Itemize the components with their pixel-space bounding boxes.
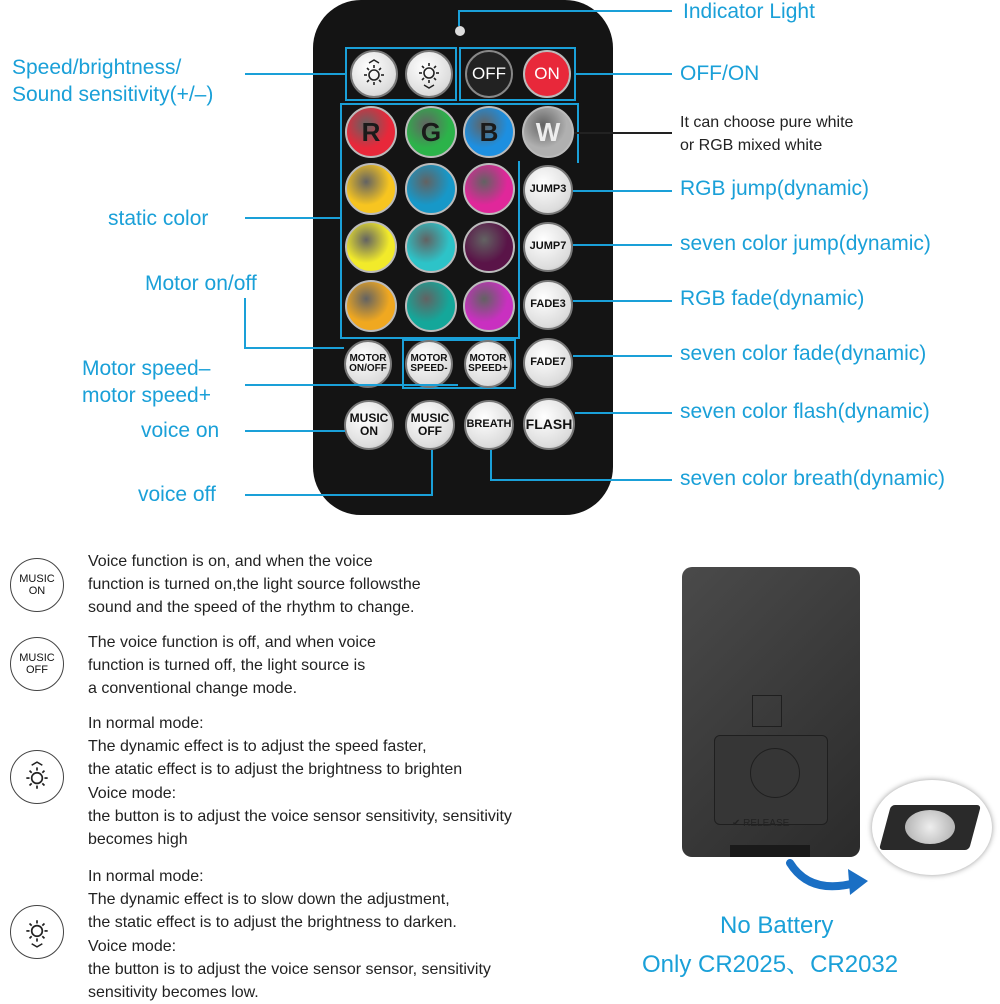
flash-line	[575, 412, 672, 414]
voice-off-line-v	[431, 450, 433, 495]
static-color-button[interactable]	[345, 221, 397, 273]
voice-on-line	[245, 430, 345, 432]
fade7-label: FADE7	[530, 356, 566, 369]
breath-line-h	[490, 479, 672, 481]
sun-up-icon	[359, 59, 389, 89]
brightness-up-icon	[10, 750, 64, 804]
blue-label: B	[479, 116, 499, 147]
jump7-button[interactable]	[523, 222, 573, 272]
speed-line	[245, 73, 345, 75]
off-button[interactable]	[465, 50, 513, 98]
flash-label: FLASH	[525, 415, 573, 432]
motor-onoff-label: MOTOR ON/OFF	[349, 352, 387, 374]
callout-pure-white-1: It can choose pure white	[680, 114, 854, 131]
static-color-button[interactable]	[463, 280, 515, 332]
callout-seven-jump: seven color jump(dynamic)	[680, 232, 931, 255]
desc-brightness-down: In normal mode: The dynamic effect is to slow down the adjustment, the static effect is to adjust the brightness to darken. Voice mode: the button is to adjust the voice sensor sensor, sensitivity sensitivity becomes low.	[88, 868, 491, 1001]
callout-pure-white-2: or RGB mixed white	[680, 137, 823, 154]
music-off-icon: MUSIC OFF	[10, 637, 64, 691]
sun-down-icon	[414, 59, 444, 89]
battery-note-1: No Battery	[720, 912, 834, 939]
static-color-button[interactable]	[345, 163, 397, 215]
fade7-button[interactable]	[523, 338, 573, 388]
blue-button[interactable]	[463, 106, 515, 158]
callout-static-color: static color	[108, 207, 209, 230]
music-off-button[interactable]	[405, 400, 455, 450]
breath-button[interactable]	[464, 400, 514, 450]
on-button[interactable]	[523, 50, 571, 98]
callout-indicator-light: Indicator Light	[683, 0, 815, 23]
static-color-button[interactable]	[405, 163, 457, 215]
callout-motor-speed-1: Motor speed–	[82, 357, 211, 380]
static-color-button[interactable]	[405, 221, 457, 273]
static-color-button[interactable]	[463, 163, 515, 215]
sun-up-icon	[21, 761, 53, 793]
recycle-icon	[752, 695, 782, 727]
jump3-label: JUMP3	[529, 183, 567, 196]
desc-music-on: Voice function is on, and when the voice function is turned on,the light source followsthe sound and the speed of the rhythm to change.	[88, 553, 421, 617]
green-label: G	[420, 116, 442, 147]
battery-coin	[905, 810, 955, 844]
sun-down-icon	[21, 916, 53, 948]
indicator-light	[455, 26, 465, 36]
red-label: R	[361, 116, 381, 147]
white-label: W	[535, 116, 561, 147]
battery-coin-outline	[750, 748, 800, 798]
callout-motor-speed-2: motor speed+	[82, 384, 211, 407]
brightness-down-icon	[10, 905, 64, 959]
desc-music-off: The voice function is off, and when voice function is turned off, the light source is a conventional change mode.	[88, 634, 376, 698]
callout-off-on: OFF/ON	[680, 62, 760, 85]
voice-off-line-h	[245, 494, 433, 496]
motor-speed-minus-button[interactable]	[405, 340, 453, 388]
motor-speed-minus-label: MOTOR SPEED-	[410, 352, 448, 374]
white-line	[574, 132, 672, 134]
motor-speed-plus-button[interactable]	[464, 340, 512, 388]
on-label: ON	[534, 64, 560, 83]
battery-release-label: ✔ RELEASE	[732, 818, 790, 829]
breath-label: BREATH	[466, 418, 512, 431]
callout-motor-onoff: Motor on/off	[145, 272, 257, 295]
callout-voice-on: voice on	[141, 419, 220, 442]
callout-seven-breath: seven color breath(dynamic)	[680, 467, 945, 490]
flash-button[interactable]	[523, 398, 575, 450]
callout-rgb-fade: RGB fade(dynamic)	[680, 287, 865, 310]
static-color-button[interactable]	[463, 221, 515, 273]
music-on-icon: MUSIC ON	[10, 558, 64, 612]
fade7-line	[573, 355, 672, 357]
callout-speed-2: Sound sensitivity(+/–)	[12, 83, 214, 106]
green-button[interactable]	[405, 106, 457, 158]
brightness-up-button[interactable]	[350, 50, 398, 98]
jump7-label: JUMP7	[529, 240, 567, 253]
indicator-line-v	[458, 10, 460, 26]
red-button[interactable]	[345, 106, 397, 158]
static-color-button[interactable]	[345, 280, 397, 332]
callout-seven-fade: seven color fade(dynamic)	[680, 342, 927, 365]
music-off-label: MUSIC OFF	[410, 411, 450, 438]
white-button[interactable]	[522, 106, 574, 158]
callout-rgb-jump: RGB jump(dynamic)	[680, 177, 870, 200]
brightness-down-button[interactable]	[405, 50, 453, 98]
indicator-line-h	[458, 10, 672, 12]
breath-line-v	[490, 450, 492, 480]
motor-onoff-line-v	[244, 298, 246, 348]
jump7-line	[573, 244, 672, 246]
callout-seven-flash: seven color flash(dynamic)	[680, 400, 930, 423]
music-on-button[interactable]	[344, 400, 394, 450]
jump3-line	[573, 190, 672, 192]
off-on-line	[576, 73, 672, 75]
motor-onoff-button[interactable]	[344, 340, 392, 388]
static-color-button[interactable]	[405, 280, 457, 332]
off-label: OFF	[472, 64, 506, 83]
motor-onoff-line-h	[244, 347, 344, 349]
motor-speed-line	[245, 384, 458, 386]
fade3-button[interactable]	[523, 280, 573, 330]
desc-brightness-up: In normal mode: The dynamic effect is to adjust the speed faster, the atatic effect is to adjust the brightness to brighten Voice mode: the button is to adjust the voice sensor sensitivity, sensitivity becomes high	[88, 715, 512, 848]
callout-speed-1: Speed/brightness/	[12, 56, 182, 79]
motor-speed-plus-label: MOTOR SPEED+	[468, 352, 508, 374]
battery-note-2: Only CR2025、CR2032	[642, 951, 899, 978]
fade3-line	[573, 300, 672, 302]
jump3-button[interactable]	[523, 165, 573, 215]
callout-voice-off: voice off	[138, 483, 216, 506]
fade3-label: FADE3	[530, 298, 566, 311]
music-on-label: MUSIC ON	[349, 411, 389, 438]
curved-arrow-icon	[780, 855, 870, 900]
static-line	[245, 217, 340, 219]
